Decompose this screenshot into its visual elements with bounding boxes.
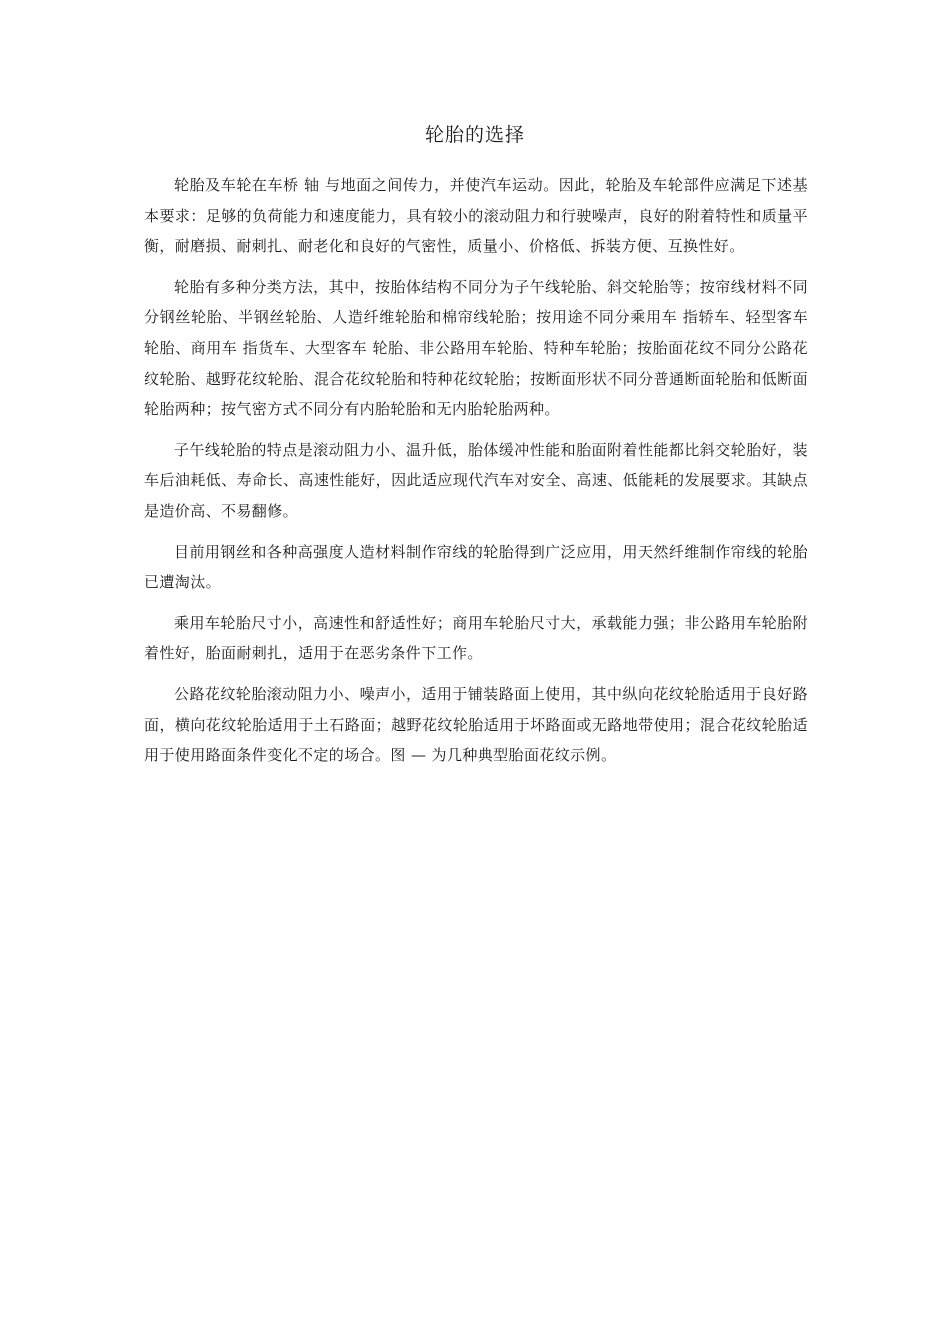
paragraph-radial-tire: 子午线轮胎的特点是滚动阻力小、温升低，胎体缓冲性能和胎面附着性能都比斜交轮胎好，装车后油耗低、寿命长、高速性能好，因此适应现代汽车对安全、高速、低能耗的发展要求。其缺点是造价高、不易翻修。 [144,440,808,520]
paragraph-vehicle-tire-types: 乘用车轮胎尺寸小，高速性和舒适性好；商用车轮胎尺寸大，承载能力强；非公路用车轮胎附着性好，胎面耐刺扎，适用于在恶劣条件下工作。 [144,613,808,663]
document-title: 轮胎的选择 [424,124,525,146]
paragraph-cord-materials: 目前用钢丝和各种高强度人造材料制作帘线的轮胎得到广泛应用，用天然纤维制作帘线的轮胎已遭淘汰。 [144,542,808,592]
paragraph-tire-classification: 轮胎有多种分类方法，其中，按胎体结构不同分为子午线轮胎、斜交轮胎等；按帘线材料不同分钢丝轮胎、半钢丝轮胎、人造纤维轮胎和棉帘线轮胎；按用途不同分乘用车 指轿车、轻型客车 轮胎、商用车 指货车、大型客车 轮胎、非公路用车轮胎、特种车轮胎；按胎面花纹不同分公路花纹轮胎、越野花纹轮胎、混合花纹轮胎和特种花纹轮胎；按断面形状不同分普通断面轮胎和低断面轮胎两种；按气密方式不同分有内胎轮胎和无内胎轮胎两种。 [144,277,808,419]
document-body [144,170,808,781]
paragraph-tread-patterns: 公路花纹轮胎滚动阻力小、噪声小，适用于铺装路面上使用，其中纵向花纹轮胎适用于良好路面，横向花纹轮胎适用于土石路面；越野花纹轮胎适用于坏路面或无路地带使用；混合花纹轮胎适用于使用路面条件变化不定的场合。图 — 为几种典型胎面花纹示例。 [144,684,808,765]
paragraph-tire-requirements: 轮胎及车轮在车桥 轴 与地面之间传力，并使汽车运动。因此，轮胎及车轮部件应满足下述基本要求：足够的负荷能力和速度能力，具有较小的滚动阻力和行驶噪声，良好的附着特性和质量平衡，耐磨损、耐刺扎、耐老化和良好的气密性，质量小、价格低、拆装方便、互换性好。 [144,176,808,256]
